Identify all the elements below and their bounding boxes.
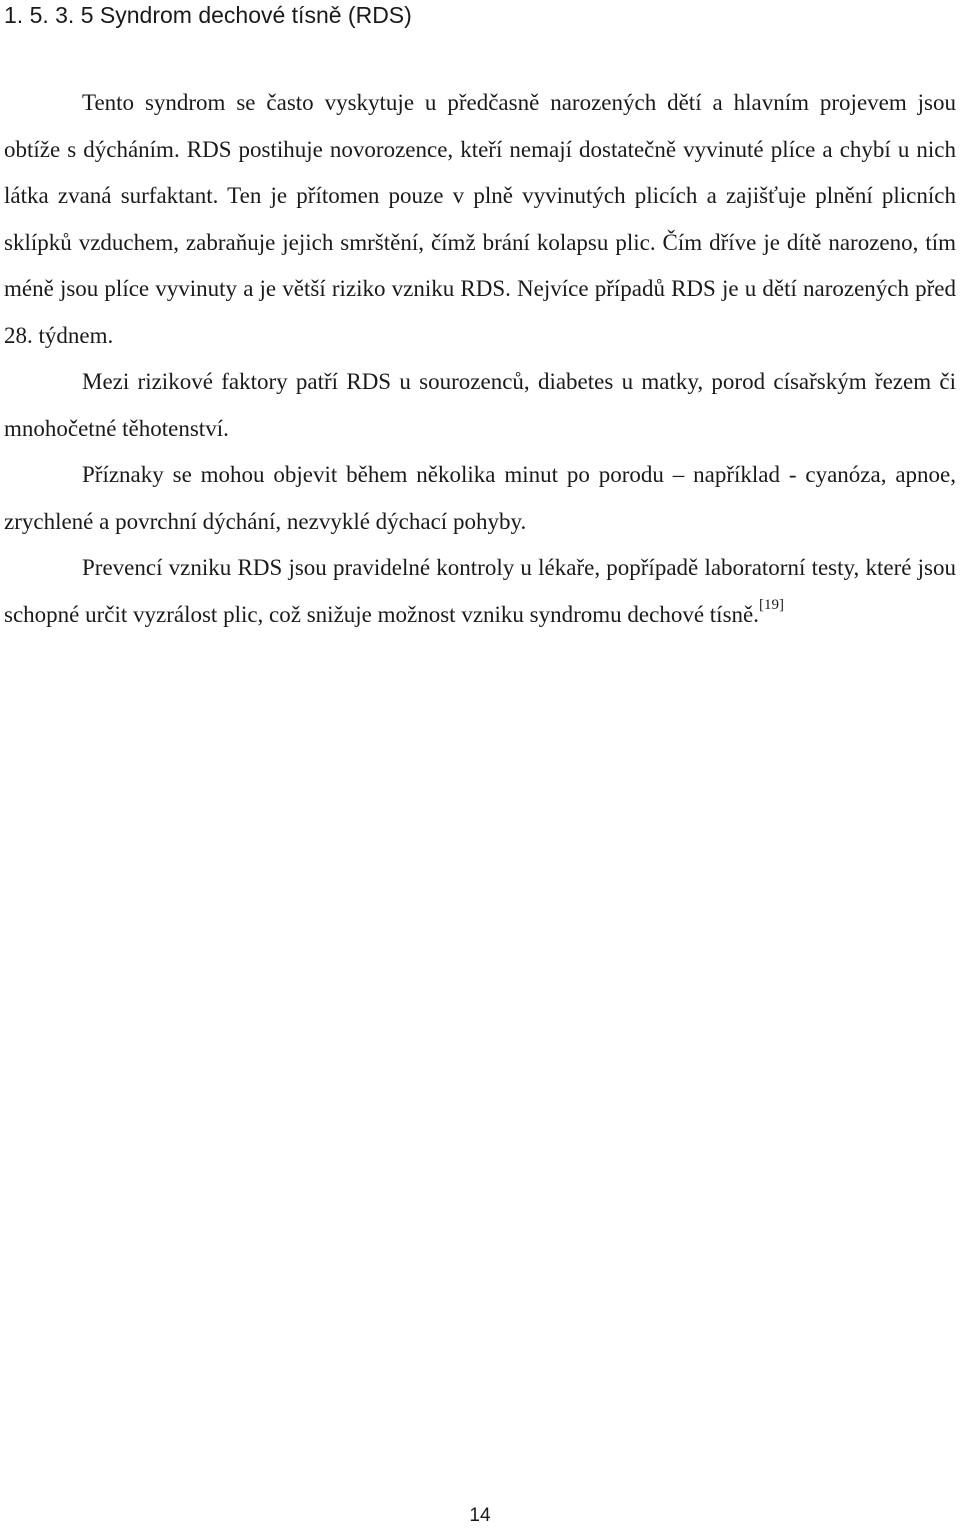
paragraph-symptoms: Příznaky se mohou objevit během několika minut po porodu – například - cyanóza, apnoe, zrychlené a povrchní dýchání, nezvyklé dýchací pohyby. — [4, 462, 956, 534]
page-number: 14 — [469, 1505, 491, 1526]
paragraph-rds-description: Tento syndrom se často vyskytuje u předčasně narozených dětí a hlavním projevem jsou obtíže s dýcháním. RDS postihuje novorozence, kteří nemají dostatečně vyvinuté plíce a chybí u nich látka zvaná surfaktant. Ten je přítomen pouze v plně vyvinutých plicích a zajišťuje plnění plicních sklípků vzduchem, zabraňuje jejich smrštění, čímž brání kolapsu plic. Čím dříve je dítě narozeno, tím méně jsou plíce vyvinuty a je větší riziko vzniku RDS. Nejvíce případů RDS je u dětí narozených před 28. týdnem. — [4, 90, 956, 348]
section-body — [4, 80, 956, 638]
paragraph-risk-factors: Mezi rizikové faktory patří RDS u sourozenců, diabetes u matky, porod císařským řezem či mnohočetné těhotenství. — [4, 369, 956, 441]
paragraph-prevention — [4, 545, 956, 638]
citation-reference: [19] — [758, 596, 784, 613]
section-heading: 1. 5. 3. 5 Syndrom dechové tísně (RDS) — [4, 2, 412, 28]
paragraph-prevention-text: Prevencí vzniku RDS jsou pravidelné kontroly u lékaře, popřípadě laboratorní testy, které jsou schopné určit vyzrálost plic, což snižuje možnost vzniku syndromu dechové tísně. — [4, 555, 956, 627]
